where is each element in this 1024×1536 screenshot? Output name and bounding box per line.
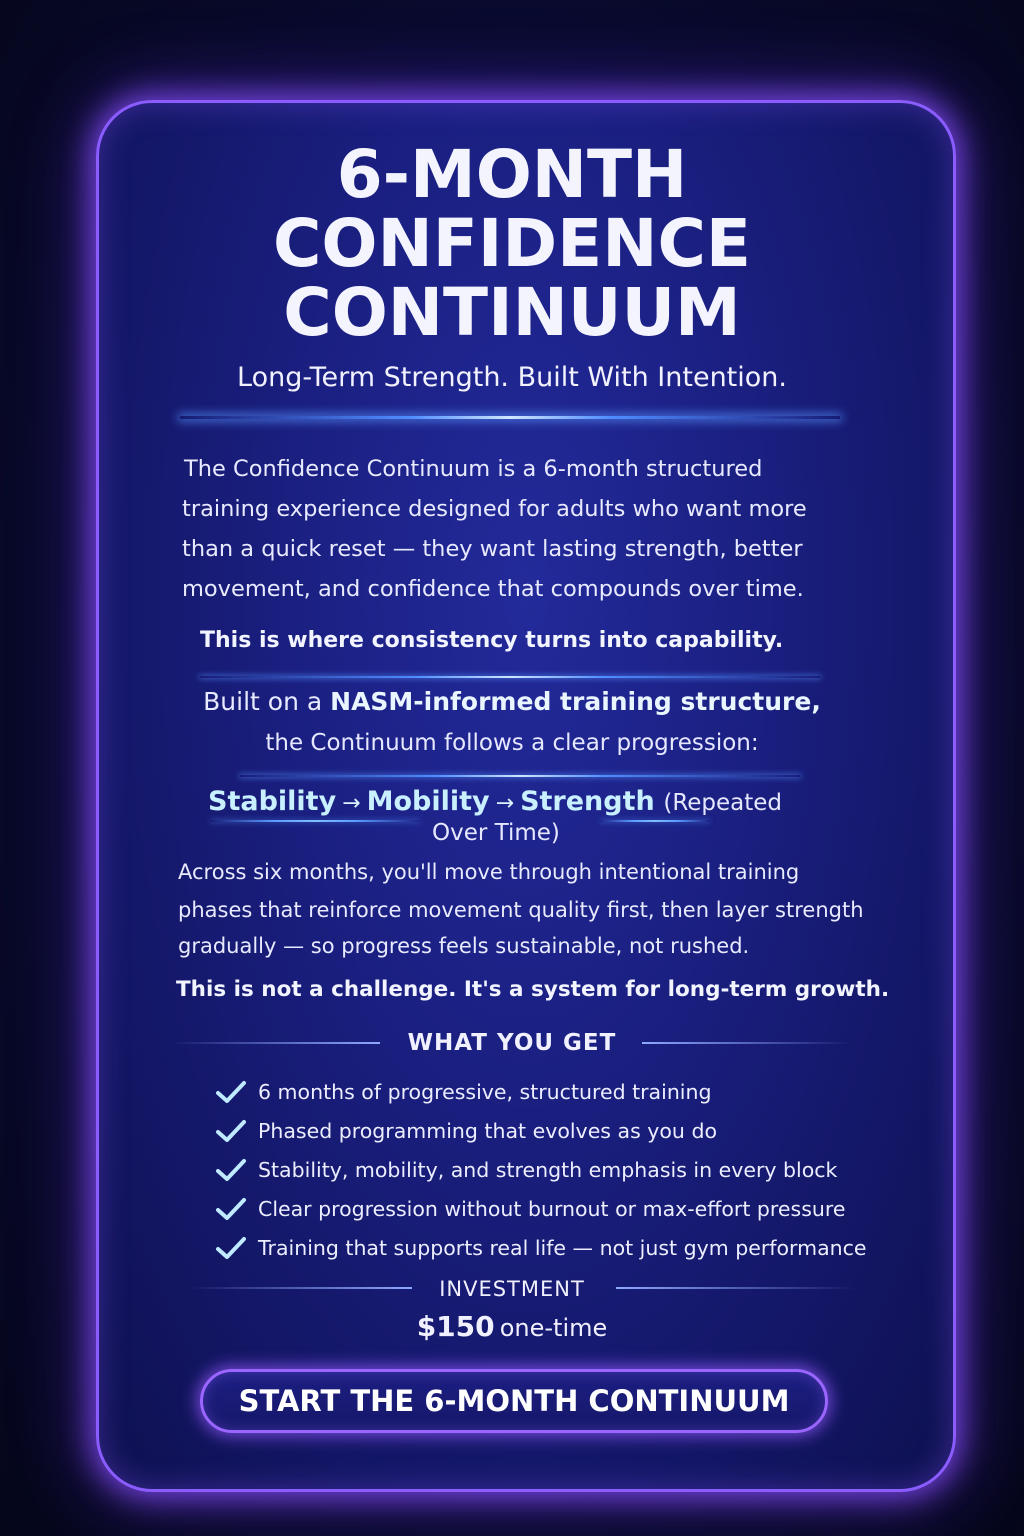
arrow-2: → bbox=[495, 791, 515, 816]
benefit-text: Phased programming that evolves as you do bbox=[258, 1118, 717, 1143]
benefit-text: Training that supports real life — not just gym performance bbox=[258, 1235, 867, 1260]
list-item bbox=[214, 1150, 867, 1189]
progression-note-1: (Repeated bbox=[663, 790, 783, 816]
start-continuum-button[interactable]: START THE 6-MONTH CONTINUUM bbox=[200, 1369, 828, 1433]
benefit-text: 6 months of progressive, structured training bbox=[258, 1079, 712, 1104]
structure-line-1 bbox=[0, 687, 1024, 716]
investment-heading: INVESTMENT bbox=[439, 1277, 585, 1301]
divider-glow bbox=[180, 416, 840, 419]
progression-note-2: Over Time) bbox=[432, 820, 560, 846]
title-line-3: CONTINUUM bbox=[283, 274, 741, 351]
arrow-1: → bbox=[342, 791, 361, 816]
intro-line-2: training experience designed for adults who want more bbox=[182, 496, 807, 522]
details-line-3: gradually — so progress feels sustainable, not rushed. bbox=[178, 934, 750, 958]
checkmark-icon bbox=[214, 1234, 248, 1262]
intro-line-4: movement, and confidence that compounds over time. bbox=[182, 576, 804, 602]
checkmark-icon bbox=[214, 1156, 248, 1184]
checkmark-icon bbox=[214, 1195, 248, 1223]
price-amount: $150 bbox=[416, 1310, 495, 1343]
details-line-1: Across six months, you'll move through intentional training bbox=[178, 860, 800, 884]
benefit-text: Clear progression without burnout or max-effort pressure bbox=[258, 1196, 846, 1221]
structure-line-2: the Continuum follows a clear progression: bbox=[265, 730, 759, 756]
progression bbox=[208, 786, 782, 817]
progression-underline-left bbox=[210, 820, 420, 822]
investment-rule-right bbox=[616, 1287, 856, 1289]
list-item bbox=[214, 1189, 867, 1228]
step-stability: Stability bbox=[208, 786, 337, 817]
price bbox=[0, 1310, 1024, 1343]
checkmark-icon bbox=[214, 1078, 248, 1106]
benefit-text: Stability, mobility, and strength emphasis in every block bbox=[258, 1157, 838, 1182]
benefits-heading: WHAT YOU GET bbox=[407, 1030, 617, 1056]
step-mobility: Mobility bbox=[366, 786, 490, 817]
details-emphasis: This is not a challenge. It's a system for long-term growth. bbox=[176, 977, 890, 1002]
benefits-rule-right bbox=[642, 1042, 852, 1044]
divider-progression bbox=[240, 775, 800, 777]
price-unit: one-time bbox=[499, 1314, 608, 1342]
structure-prefix: Built on a bbox=[203, 687, 323, 716]
divider-thin bbox=[200, 676, 820, 678]
progression-underline-right bbox=[600, 820, 710, 822]
step-strength: Strength bbox=[520, 786, 655, 817]
intro-emphasis: This is where consistency turns into capability. bbox=[200, 628, 784, 653]
details-line-2: phases that reinforce movement quality first, then layer strength bbox=[178, 898, 864, 922]
subtitle: Long-Term Strength. Built With Intention. bbox=[237, 362, 787, 393]
structure-highlight: NASM-informed training structure, bbox=[330, 687, 821, 716]
list-item bbox=[214, 1111, 867, 1150]
list-item bbox=[214, 1228, 867, 1267]
intro-line-3: than a quick reset — they want lasting strength, better bbox=[182, 536, 803, 562]
intro-line-1: The Confidence Continuum is a 6-month structured bbox=[184, 456, 763, 482]
benefits-list bbox=[214, 1072, 867, 1267]
list-item bbox=[214, 1072, 867, 1111]
title-line-2: CONFIDENCE bbox=[272, 205, 752, 282]
title-line-1: 6-MONTH bbox=[336, 136, 688, 213]
checkmark-icon bbox=[214, 1117, 248, 1145]
